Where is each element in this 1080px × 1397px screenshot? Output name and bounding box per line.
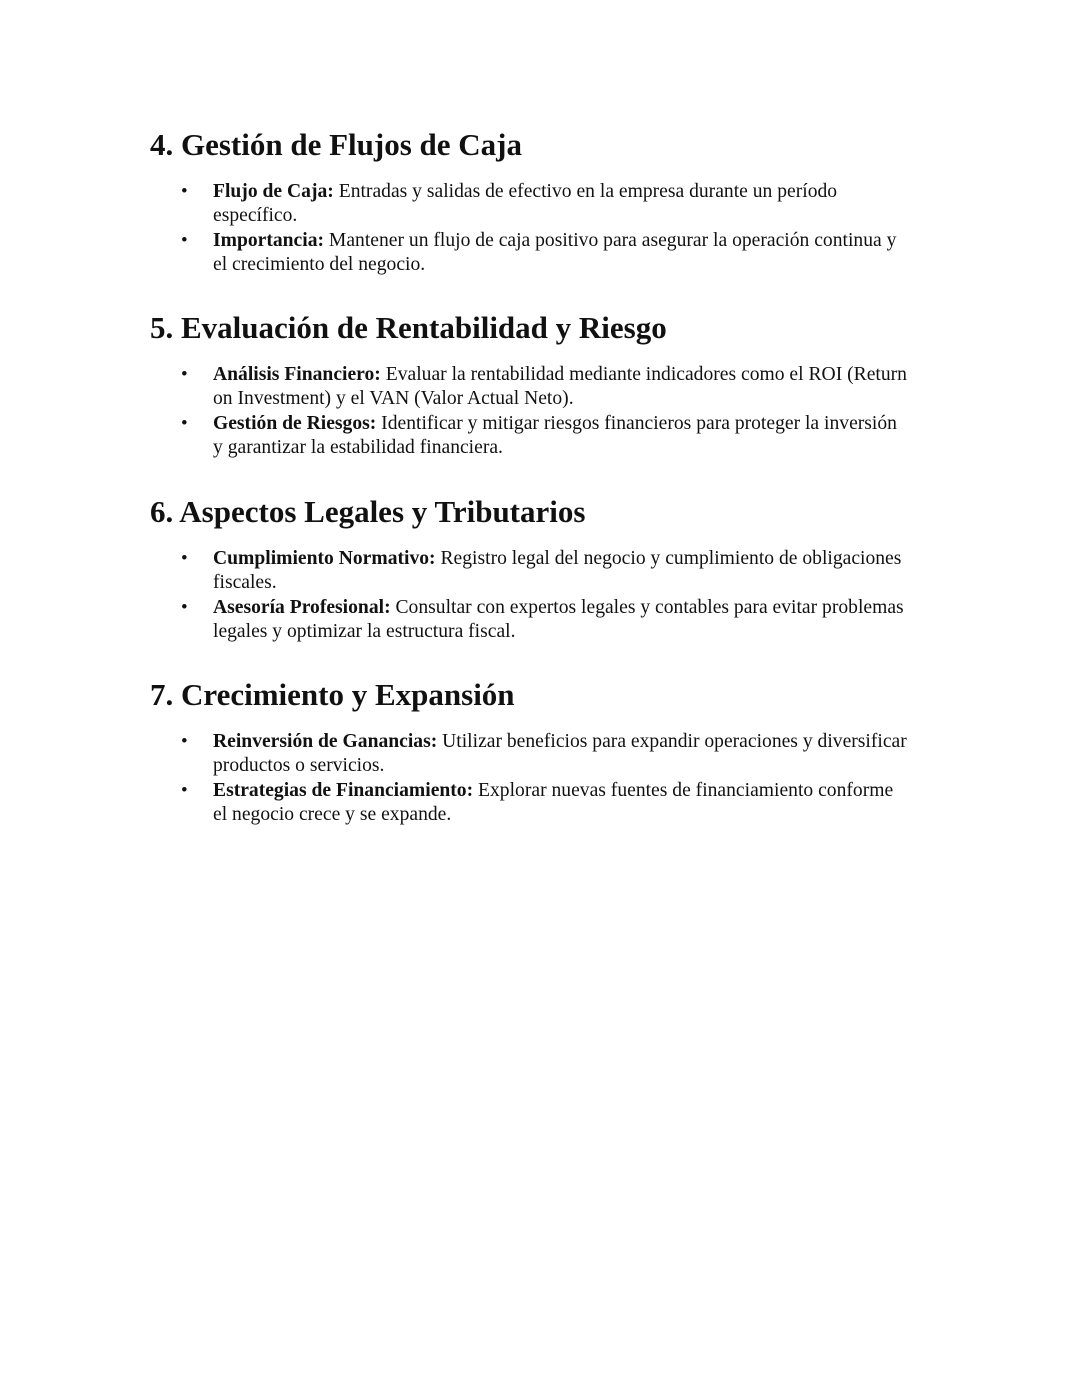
list-item bbox=[150, 229, 910, 278]
item-text: Evaluar la rentabilidad mediante indicadores como el ROI (Return on Investment) y el VAN (Valor Actual Neto). bbox=[213, 364, 907, 410]
section-heading: 7. Crecimiento y Expansión bbox=[150, 677, 515, 712]
bullet-icon: • bbox=[181, 596, 188, 618]
bullet-list bbox=[150, 363, 910, 461]
section-profitability-risk bbox=[150, 310, 910, 459]
bullet-icon: • bbox=[181, 548, 188, 569]
item-text: Mantener un flujo de caja positivo para asegurar la operación continua y el crecimiento del negocio. bbox=[213, 229, 897, 276]
list-item bbox=[150, 363, 910, 412]
list-item bbox=[150, 180, 910, 229]
bullet-list bbox=[150, 180, 910, 278]
section-heading: 4. Gestión de Flujos de Caja bbox=[150, 127, 522, 162]
item-term: Análisis Financiero: bbox=[213, 364, 381, 385]
item-term: Cumplimiento Normativo: bbox=[213, 548, 436, 569]
item-term: Importancia: bbox=[213, 229, 325, 251]
bullet-icon: • bbox=[181, 364, 188, 385]
item-term: Asesoría Profesional: bbox=[213, 596, 391, 618]
item-text: Identificar y mitigar riesgos financieros para proteger la inversión y garantizar la estabilidad financiera. bbox=[213, 412, 897, 459]
item-text: Registro legal del negocio y cumplimiento de obligaciones fiscales. bbox=[213, 548, 902, 594]
item-term: Flujo de Caja: bbox=[213, 181, 334, 202]
section-growth-expansion bbox=[150, 677, 910, 826]
list-item bbox=[150, 596, 910, 645]
bullet-icon: • bbox=[181, 181, 188, 202]
bullet-icon: • bbox=[181, 229, 188, 251]
item-term: Gestión de Riesgos: bbox=[213, 412, 377, 434]
item-term: Reinversión de Ganancias: bbox=[213, 731, 438, 752]
bullet-list bbox=[150, 730, 910, 828]
bullet-list bbox=[150, 547, 910, 645]
section-cash-flow bbox=[150, 127, 910, 276]
item-text: Entradas y salidas de efectivo en la empresa durante un período específico. bbox=[213, 181, 838, 227]
bullet-icon: • bbox=[181, 412, 188, 434]
section-heading: 5. Evaluación de Rentabilidad y Riesgo bbox=[150, 310, 667, 345]
item-text: Consultar con expertos legales y contables para evitar problemas legales y optimizar la estructura fiscal. bbox=[213, 596, 904, 643]
item-term: Estrategias de Financiamiento: bbox=[213, 779, 474, 801]
section-legal-tax bbox=[150, 494, 910, 643]
bullet-icon: • bbox=[181, 779, 188, 801]
list-item bbox=[150, 412, 910, 461]
list-item bbox=[150, 779, 910, 828]
list-item bbox=[150, 730, 910, 779]
item-text: Explorar nuevas fuentes de financiamiento conforme el negocio crece y se expande. bbox=[213, 779, 894, 826]
item-text: Utilizar beneficios para expandir operaciones y diversificar productos o servicios. bbox=[213, 731, 907, 777]
section-heading: 6. Aspectos Legales y Tributarios bbox=[150, 494, 586, 529]
list-item bbox=[150, 547, 910, 596]
bullet-icon: • bbox=[181, 731, 188, 752]
